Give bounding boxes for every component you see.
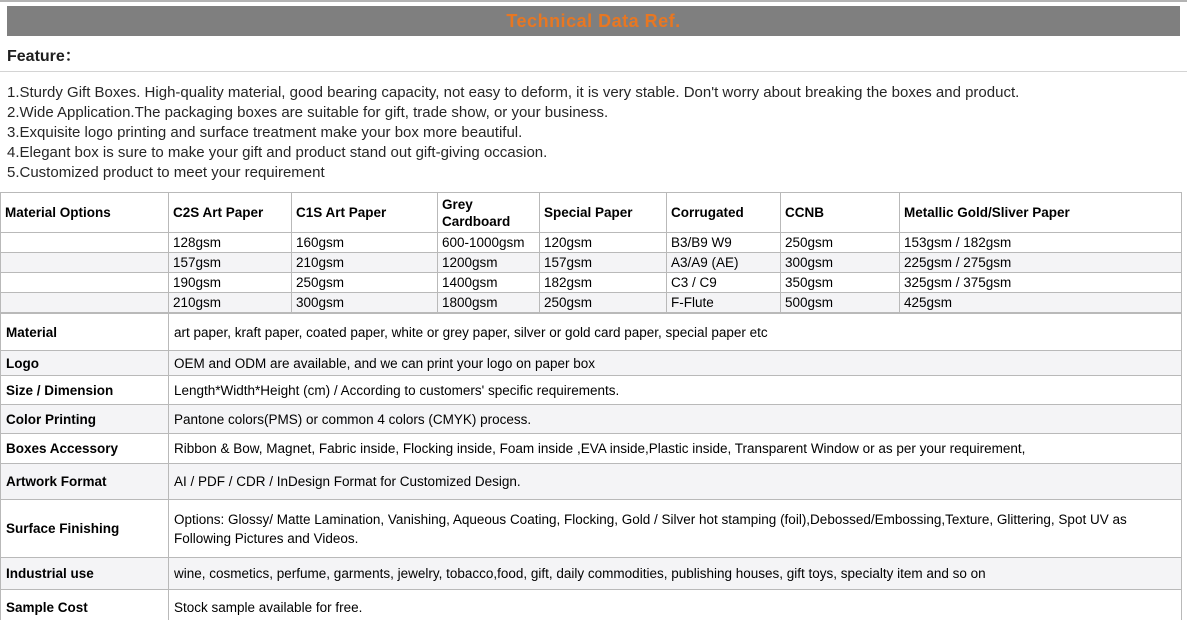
material-table-header-row	[1, 193, 1182, 233]
spec-value: Options: Glossy/ Matte Lamination, Vanishing, Aqueous Coating, Flocking, Gold / Silver hot stamping (foil),Debossed/Embossing,Texture, Glittering, Spot UV as Following Pictures and Videos.	[169, 500, 1182, 558]
table-cell: 120gsm	[540, 233, 667, 253]
table-cell: 210gsm	[169, 293, 292, 313]
spec-value: wine, cosmetics, perfume, garments, jewelry, tobacco,food, gift, daily commodities, publishing houses, gift toys, specialty item and so on	[169, 558, 1182, 590]
material-column-header: C2S Art Paper	[169, 193, 292, 233]
table-cell: C3 / C9	[667, 273, 781, 293]
spec-table	[0, 313, 1182, 620]
spec-row	[1, 434, 1182, 464]
spec-value: OEM and ODM are available, and we can print your logo on paper box	[169, 351, 1182, 376]
spec-label: Boxes Accessory	[1, 434, 169, 464]
table-cell: 250gsm	[540, 293, 667, 313]
table-cell: B3/B9 W9	[667, 233, 781, 253]
table-cell: F-Flute	[667, 293, 781, 313]
table-cell: 190gsm	[169, 273, 292, 293]
spec-row	[1, 314, 1182, 351]
table-cell: 1800gsm	[438, 293, 540, 313]
spec-row	[1, 558, 1182, 590]
material-column-header: C1S Art Paper	[292, 193, 438, 233]
spec-value: art paper, kraft paper, coated paper, white or grey paper, silver or gold card paper, special paper etc	[169, 314, 1182, 351]
feature-item: 2.Wide Application.The packaging boxes are suitable for gift, trade show, or your business.	[7, 104, 609, 121]
feature-item: 1.Sturdy Gift Boxes. High-quality material, good bearing capacity, not easy to deform, it is very stable. Don't worry about breaking the boxes and product.	[7, 84, 1020, 101]
spec-label: Industrial use	[1, 558, 169, 590]
spec-value: AI / PDF / CDR / InDesign Format for Customized Design.	[169, 464, 1182, 500]
spec-label: Color Printing	[1, 405, 169, 434]
table-cell: 300gsm	[781, 253, 900, 273]
table-row	[1, 233, 1182, 253]
feature-item: 4.Elegant box is sure to make your gift and product stand out gift-giving occasion.	[7, 144, 548, 161]
table-cell: 325gsm / 375gsm	[900, 273, 1182, 293]
table-cell: 425gsm	[900, 293, 1182, 313]
spec-row	[1, 590, 1182, 620]
feature-item: 5.Customized product to meet your requirement	[7, 164, 325, 181]
material-column-header: Special Paper	[540, 193, 667, 233]
material-column-header: Material Options	[1, 193, 169, 233]
spec-row	[1, 500, 1182, 558]
table-row	[1, 273, 1182, 293]
table-cell: 157gsm	[540, 253, 667, 273]
page-title: Technical Data Ref.	[506, 10, 681, 31]
table-cell: 153gsm / 182gsm	[900, 233, 1182, 253]
banner	[7, 6, 1180, 36]
feature-list	[0, 72, 1187, 192]
table-cell: 1200gsm	[438, 253, 540, 273]
material-table-body	[1, 233, 1182, 313]
spec-value: Stock sample available for free.	[169, 590, 1182, 620]
feature-heading: Feature：	[0, 36, 1187, 72]
table-cell	[1, 233, 169, 253]
table-cell: A3/A9 (AE)	[667, 253, 781, 273]
table-cell: 128gsm	[169, 233, 292, 253]
spec-table-body	[1, 314, 1182, 620]
table-cell: 157gsm	[169, 253, 292, 273]
spec-label: Size / Dimension	[1, 376, 169, 405]
spec-label: Surface Finishing	[1, 500, 169, 558]
table-cell: 182gsm	[540, 273, 667, 293]
material-options-table	[0, 192, 1182, 313]
spec-label: Logo	[1, 351, 169, 376]
table-cell: 300gsm	[292, 293, 438, 313]
spec-row	[1, 464, 1182, 500]
table-cell	[1, 253, 169, 273]
table-cell	[1, 293, 169, 313]
material-column-header: Metallic Gold/Sliver Paper	[900, 193, 1182, 233]
material-column-header: Corrugated	[667, 193, 781, 233]
table-cell	[1, 273, 169, 293]
feature-item: 3.Exquisite logo printing and surface treatment make your box more beautiful.	[7, 124, 523, 141]
table-cell: 500gsm	[781, 293, 900, 313]
spec-value: Pantone colors(PMS) or common 4 colors (CMYK) process.	[169, 405, 1182, 434]
table-cell: 210gsm	[292, 253, 438, 273]
spec-label: Material	[1, 314, 169, 351]
spec-row	[1, 351, 1182, 376]
table-cell: 350gsm	[781, 273, 900, 293]
material-column-header: Grey Cardboard	[438, 193, 540, 233]
table-cell: 225gsm / 275gsm	[900, 253, 1182, 273]
table-row	[1, 293, 1182, 313]
table-cell: 250gsm	[781, 233, 900, 253]
spec-row	[1, 405, 1182, 434]
spec-label: Sample Cost	[1, 590, 169, 620]
table-cell: 1400gsm	[438, 273, 540, 293]
table-cell: 160gsm	[292, 233, 438, 253]
material-column-header: CCNB	[781, 193, 900, 233]
table-row	[1, 253, 1182, 273]
spec-label: Artwork Format	[1, 464, 169, 500]
table-cell: 250gsm	[292, 273, 438, 293]
table-cell: 600-1000gsm	[438, 233, 540, 253]
spec-row	[1, 376, 1182, 405]
spec-value: Ribbon & Bow, Magnet, Fabric inside, Flocking inside, Foam inside ,EVA inside,Plastic inside, Transparent Window or as per your requirement,	[169, 434, 1182, 464]
spec-value: Length*Width*Height (cm) / According to customers' specific requirements.	[169, 376, 1182, 405]
